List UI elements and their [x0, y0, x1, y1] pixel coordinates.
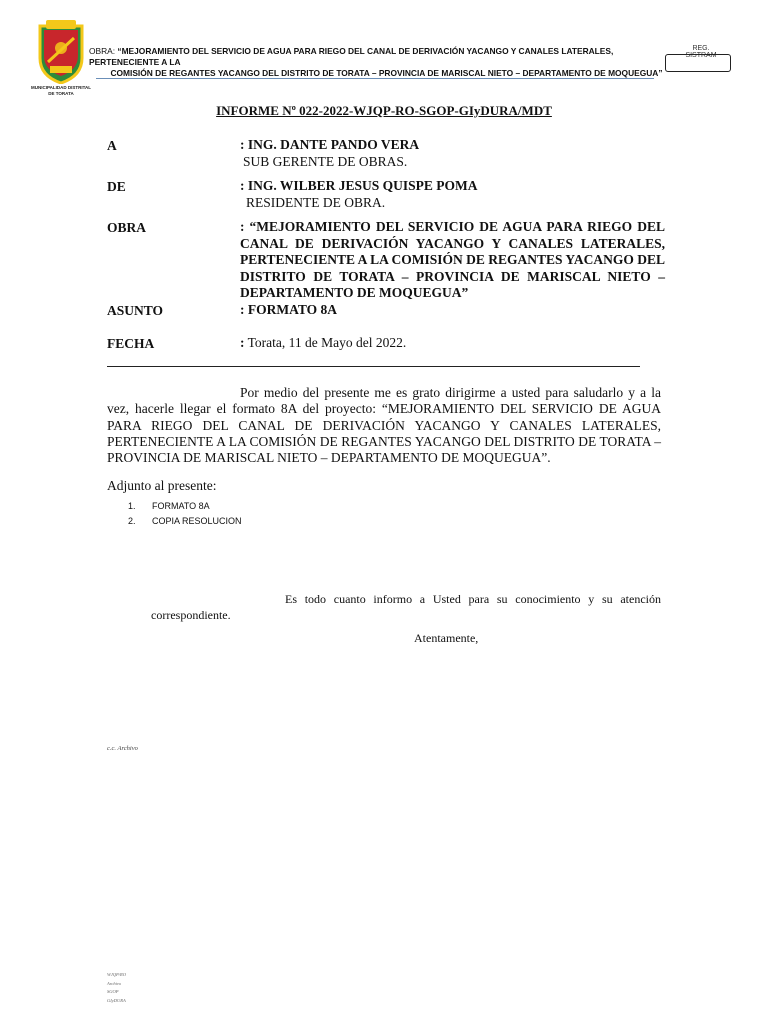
field-value-asunto	[240, 302, 665, 319]
reg-sistram-box	[665, 54, 731, 72]
obra-header	[89, 46, 664, 79]
initials-block	[107, 971, 126, 1005]
logo-caption	[28, 85, 94, 97]
initials-line: GIyDURA	[107, 997, 126, 1003]
field-label-asunto: ASUNTO	[107, 303, 164, 318]
body-paragraph: Por medio del presente me es grato dirigirme a usted para saludarlo y a la vez, hacerle llegar el formato 8A del proyecto: “MEJORAMIENTO DEL SERVICIO DE AGUA PARA RIEGO DEL CANAL DE DERIVACIÓN YACANGO Y CANALES LATERALES, PERTENECIENTE A LA COMISIÓN DE REGANTES YACANGO DEL DISTRITO DE TORATA – PROVINCIA DE MARISCAL NIETO – DEPARTAMENTO DE MOQUEGUA”.	[107, 385, 661, 466]
divider-line	[107, 366, 640, 367]
obra-header-line1: “MEJORAMIENTO DEL SERVICIO DE AGUA PARA RIEGO DEL CANAL DE DERIVACIÓN YACANGO Y CANALES LATERALES, PERTENECIENTE A LA	[89, 46, 614, 67]
addressee-title: SUB GERENTE DE OBRAS.	[243, 153, 408, 169]
obra-header-label: OBRA:	[89, 46, 116, 56]
list-item	[128, 501, 242, 516]
signoff: Atentamente,	[414, 631, 479, 645]
list-item-number: 2.	[128, 516, 136, 526]
field-value-a	[240, 137, 665, 170]
informe-title: INFORME Nº 022-2022-WJQP-RO-SGOP-GIyDURA/MDT	[216, 103, 552, 118]
list-item-number: 1.	[128, 501, 136, 511]
closing-paragraph: Es todo cuanto informo a Usted para su conocimiento y su atención correspondiente.	[151, 592, 661, 622]
asunto-value: : FORMATO 8A	[240, 302, 337, 317]
initials-line: WJQP/RO	[107, 972, 126, 977]
reg-sistram-label: REG. SISTRAM	[685, 45, 717, 59]
initials-line: SGOP	[107, 989, 119, 994]
addressee-name: : ING. DANTE PANDO VERA	[240, 137, 420, 152]
logo-caption-line2: DE TORATA	[48, 91, 74, 96]
cc-note: c.c. Archivo	[107, 745, 138, 752]
fecha-colon: :	[240, 335, 245, 350]
field-label-obra: OBRA	[107, 220, 147, 235]
adjunto-label: Adjunto al presente:	[107, 478, 217, 493]
obra-header-line2: COMISIÓN DE REGANTES YACANGO DEL DISTRITO DE TORATA – PROVINCIA DE MARISCAL NIETO – DEPARTAMENTO DE MOQUEGUA”	[110, 68, 663, 78]
list-item-text: FORMATO 8A	[152, 501, 210, 511]
header-rule	[96, 78, 654, 79]
list-item-text: COPIA RESOLUCION	[152, 516, 242, 526]
sender-name: : ING. WILBER JESUS QUISPE POMA	[240, 178, 478, 193]
field-label-fecha: FECHA	[107, 336, 155, 351]
list-item	[128, 516, 242, 531]
field-value-fecha	[240, 335, 665, 352]
field-label-de: DE	[107, 179, 126, 194]
fecha-value: Torata, 11 de Mayo del 2022.	[244, 335, 407, 350]
attachment-list	[128, 501, 242, 531]
field-label-a: A	[107, 138, 117, 153]
sender-title: RESIDENTE DE OBRA.	[246, 194, 386, 210]
field-value-de	[240, 178, 665, 211]
logo-caption-line1: MUNICIPALIDAD DISTRITAL	[30, 85, 92, 90]
municipal-shield-icon	[36, 18, 86, 84]
initials-line: Archivo	[107, 980, 122, 986]
field-value-obra: : “MEJORAMIENTO DEL SERVICIO DE AGUA PARA RIEGO DEL CANAL DE DERIVACIÓN YACANGO Y CANALES LATERALES, PERTENECIENTE A LA COMISIÓN DE REGANTES YACANGO DEL DISTRITO DE TORATA – PROVINCIA DE MARISCAL NIETO – DEPARTAMENTO DE MOQUEGUA”	[240, 219, 665, 300]
